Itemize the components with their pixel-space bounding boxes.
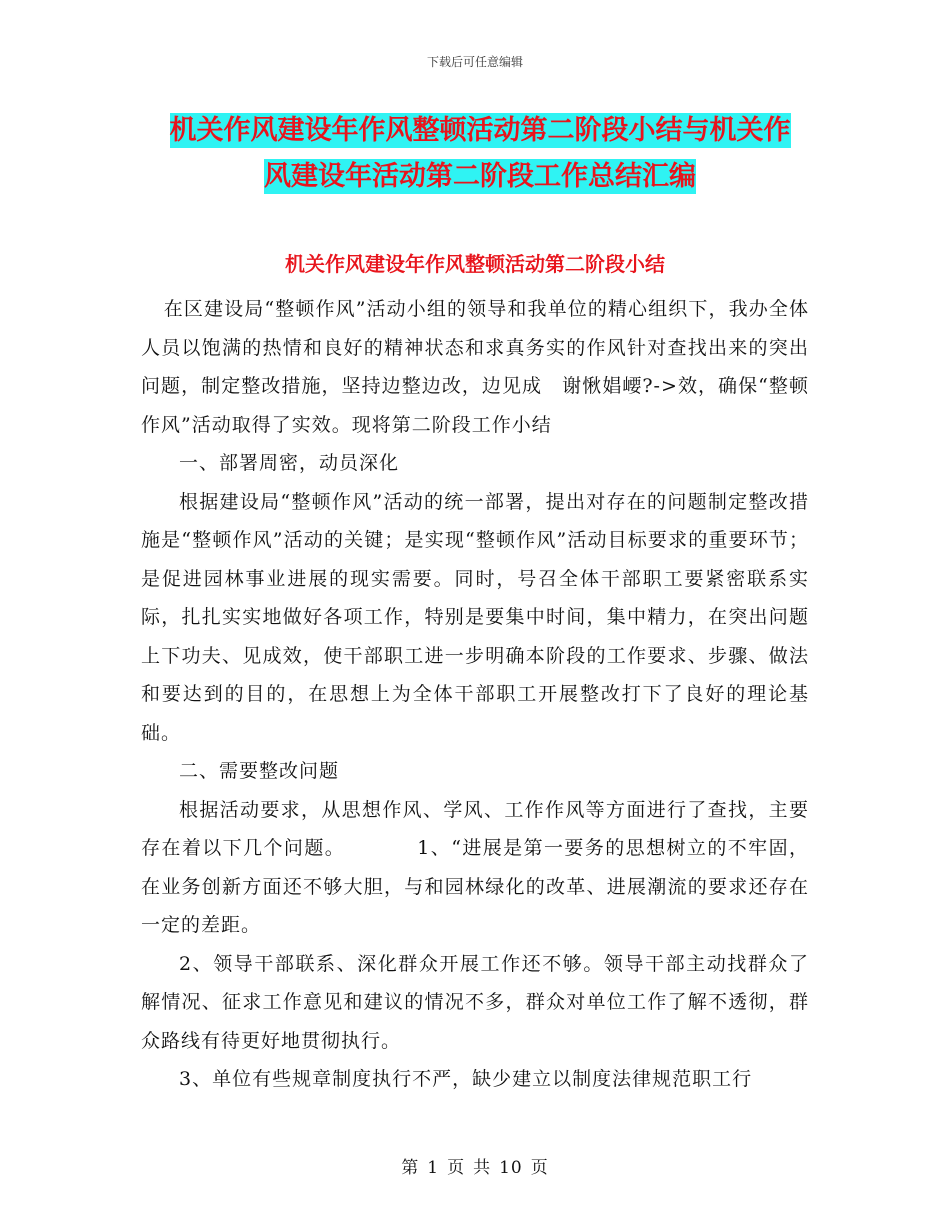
header-note: 下载后可任意编辑: [426, 55, 523, 69]
footer-total-prefix: 共: [473, 1158, 492, 1178]
title-line-2: 风建设年活动第二阶段工作总结汇编: [264, 161, 696, 192]
title-line-1: 机关作风建设年作风整顿活动第二阶段小结与机关作: [169, 115, 791, 146]
footer-page-suffix: 页: [447, 1158, 466, 1178]
paragraph-intro: 在区建设局“整顿作风”活动小组的领导和我单位的精心组织下，我办全体人员以饱满的热情和良好的精神状态和求真务实的作风针对查找出来的突出问题，制定整改措施，坚持边整边改，边见成 谢愀娼崾?->效，确保“整顿作风”活动取得了实效。现将第二阶段工作小结: [141, 298, 809, 436]
page-footer: [0, 1153, 950, 1178]
paragraph-2: 根据活动要求，从思想作风、学风、工作作风等方面进行了查找，主要存在着以下几个问题。 1、“进展是第一要务的思想树立的不牢固，在业务创新方面还不够大胆，与和园林绿化的改革、进展潮流的要求还存在一定的差距。: [141, 798, 809, 936]
document-title: [140, 108, 820, 200]
footer-page-prefix: 第: [401, 1158, 420, 1178]
footer-page-number: 1: [427, 1158, 440, 1178]
footer-total-suffix: 页: [530, 1158, 549, 1178]
section-title: 机关作风建设年作风整顿活动第二阶段小结: [285, 252, 665, 276]
paragraph-1: 根据建设局“整顿作风”活动的统一部署，提出对存在的问题制定整改措施是“整顿作风”活动的关键；是实现“整顿作风”活动目标要求的重要环节；是促进园林事业进展的现实需要。同时，号召全体干部职工要紧密联系实际，扎扎实实地做好各项工作，特别是要集中时间，集中精力，在突出问题上下功夫、见成效，使干部职工进一步明确本阶段的工作要求、步骤、做法和要达到的目的，在思想上为全体干部职工开展整改打下了良好的理论基础。: [141, 490, 809, 744]
paragraph-4: 3、单位有些规章制度执行不严，缺少建立以制度法律规范职工行: [179, 1068, 753, 1090]
paragraph-3: 2、领导干部联系、深化群众开展工作还不够。领导干部主动找群众了解情况、征求工作意见和建议的情况不多，群众对单位工作了解不透彻，群众路线有待更好地贯彻执行。: [141, 952, 809, 1052]
heading-2: 二、需要整改问题: [179, 760, 340, 782]
body-text: [141, 290, 809, 1099]
heading-1: 一、部署周密，动员深化: [179, 452, 400, 474]
footer-total-number: 10: [499, 1158, 523, 1178]
